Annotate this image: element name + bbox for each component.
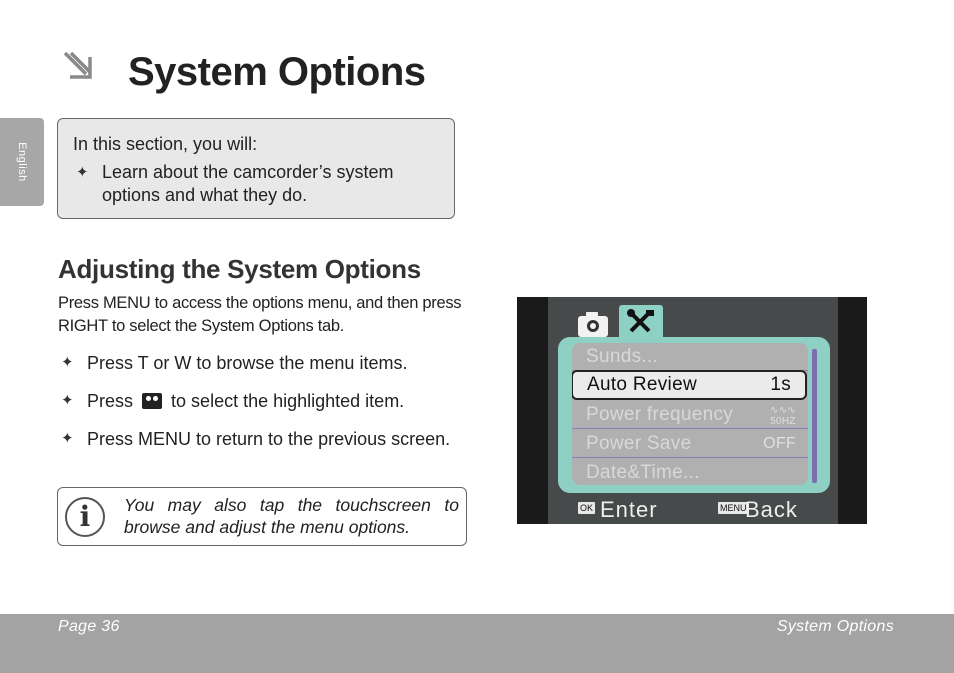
settings-tab: [619, 305, 663, 341]
star-bullet-icon: ✦: [61, 430, 74, 447]
menu-item-label: Power frequency: [586, 404, 734, 425]
camera-tab-icon: [577, 310, 609, 338]
step-text-after: to select the highlighted item.: [171, 391, 405, 411]
menu-item-auto-review: [572, 370, 807, 400]
step-text: Press MENU to return to the previous screen.: [87, 429, 451, 449]
camera-display: [548, 297, 838, 524]
info-icon: i: [65, 497, 105, 537]
ok-chip: OK: [580, 503, 594, 513]
step-item: [58, 427, 458, 451]
note-box: [57, 487, 467, 546]
intro-bullet: [73, 161, 438, 207]
step-text: Press T or W to browse the menu items.: [87, 353, 408, 373]
step-item: [58, 351, 458, 375]
language-label: English: [16, 142, 28, 182]
star-bullet-icon: ✦: [61, 354, 74, 371]
section-heading: Adjusting the System Options: [58, 254, 421, 284]
menu-item-label: Power Save: [586, 433, 692, 454]
camcorder-button-icon: [142, 393, 162, 409]
menu-scrollbar: [812, 349, 817, 483]
camera-screen-illustration: [517, 297, 867, 524]
page-number: Page 36: [58, 618, 120, 635]
menu-chip: MENU: [720, 503, 747, 513]
menu-item-label: Date&Time...: [586, 462, 700, 483]
star-bullet-icon: ✦: [76, 164, 89, 181]
footer-section-name: System Options: [776, 618, 894, 635]
intro-bullet-text: Learn about the camcorder’s system options and what they do.: [102, 162, 394, 205]
step-text-before: Press: [87, 391, 134, 411]
section-paragraph: Press MENU to access the options menu, and then press RIGHT to select the System Options tab.: [58, 294, 462, 335]
menu-item-date-time: [572, 459, 808, 485]
menu-item-value: OFF: [763, 435, 796, 452]
arrow-down-right-icon: [60, 48, 96, 84]
menu-item-sounds: [572, 343, 808, 371]
intro-box: [57, 118, 455, 219]
screen-bottom-bar: [548, 495, 838, 524]
menu-item-value: 1s: [770, 374, 791, 395]
menu-item-label: Sunds...: [586, 346, 659, 367]
menu-panel: [558, 337, 830, 493]
steps-list: [58, 351, 458, 465]
page-title: System Options: [128, 50, 426, 94]
enter-label: Enter: [600, 497, 658, 522]
step-item: [58, 389, 458, 413]
language-side-tab: [0, 118, 44, 206]
intro-lead: In this section, you will:: [73, 134, 258, 154]
menu-item-label: Auto Review: [587, 374, 697, 395]
menu-item-power-save: [572, 430, 808, 458]
star-bullet-icon: ✦: [61, 392, 74, 409]
menu-item-value: ∿∿∿ 50HZ: [769, 405, 796, 427]
menu-item-power-frequency: [572, 401, 808, 429]
back-label: Back: [745, 497, 798, 522]
menu-list: [572, 343, 808, 485]
tools-icon: [619, 305, 663, 341]
page-footer: [0, 614, 954, 673]
note-text: You may also tap the touchscreen to browse and adjust the menu options.: [124, 495, 459, 537]
